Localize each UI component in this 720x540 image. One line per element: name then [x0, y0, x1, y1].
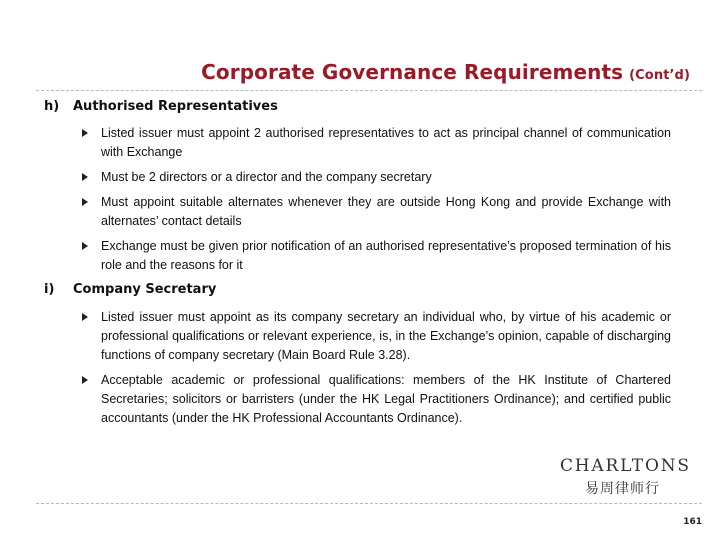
- charltons-logo: [560, 456, 691, 498]
- top-divider: [36, 90, 702, 91]
- bullet-h-3: Must appoint suitable alternates whenever they are outside Hong Kong and provide Exchange with alternates’ contact details: [101, 195, 671, 228]
- section-h-label: h): [44, 99, 60, 114]
- page-number: 161: [683, 517, 702, 527]
- bullet-arrow-icon: [82, 173, 88, 181]
- logo-name: CHARLTONS: [560, 456, 691, 476]
- bullet-h-2: Must be 2 directors or a director and the company secretary: [101, 170, 432, 184]
- section-i-label: i): [44, 282, 55, 297]
- bullet-i-2: Acceptable academic or professional qualifications: members of the HK Institute of Chartered Secretaries; solicitors or barristers (under the HK Legal Practitioners Ordinance); and certified public accountants (under the HK Professional Accountants Ordinance).: [101, 373, 671, 425]
- bullet-arrow-icon: [82, 129, 88, 137]
- bullet-h-4: Exchange must be given prior notification of an authorised representative’s proposed termination of his role and the reasons for it: [101, 239, 671, 272]
- bullet-arrow-icon: [82, 376, 88, 384]
- section-i-heading: Company Secretary: [73, 282, 217, 297]
- slide-title: [201, 60, 690, 84]
- bullet-i-1: Listed issuer must appoint as its company secretary an individual who, by virtue of his academic or professional qualifications or relevant experience, is, in the Exchange’s opinion, capable of discharging functions of company secretary (Main Board Rule 3.28).: [101, 310, 671, 362]
- section-h-heading: Authorised Representatives: [73, 99, 278, 114]
- bullet-arrow-icon: [82, 242, 88, 250]
- slide-title-sub: (Cont’d): [629, 68, 690, 83]
- bullet-arrow-icon: [82, 198, 88, 206]
- bullet-arrow-icon: [82, 313, 88, 321]
- slide-title-main: Corporate Governance Requirements: [201, 60, 624, 84]
- logo-chinese: 易周律师行: [585, 481, 660, 497]
- bullet-h-1: Listed issuer must appoint 2 authorised representatives to act as principal channel of communication with Exchange: [101, 126, 671, 159]
- bottom-divider: [36, 503, 702, 504]
